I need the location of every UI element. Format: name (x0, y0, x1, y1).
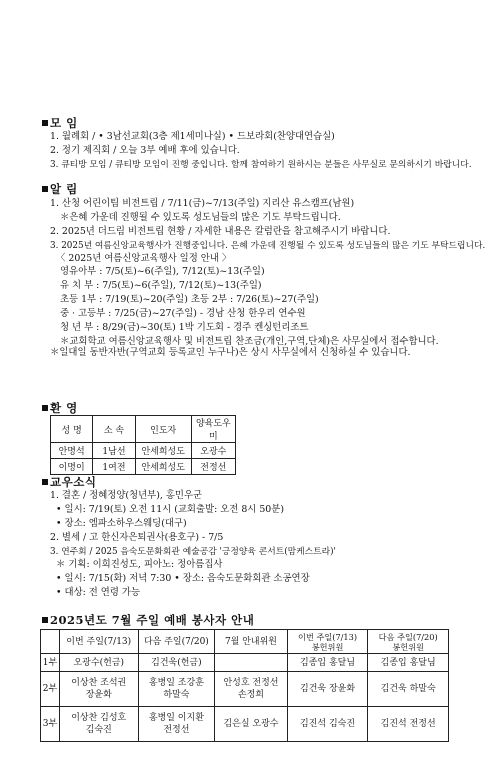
welcome-cell: 1남선 (93, 443, 135, 459)
table-row (51, 459, 236, 475)
news-heading: 교우소식 (42, 474, 96, 490)
welcome-header: 인도자 (135, 416, 191, 443)
welcome-cell: 안세희성도 (135, 459, 191, 475)
duty-cell: 오광수(헌금) (59, 654, 138, 672)
schedule-line: 영유아부 : 7/5(토)~6(주일), 7/12(토)~13(주일) (60, 266, 265, 277)
duty-table (40, 629, 449, 742)
duty-cell: 안성호 전정선 손정희 (215, 672, 288, 707)
schedule-line: 청 년 부 : 8/29(금)~30(토) 1박 기도회 - 경주 켄싱턴리조트 (60, 322, 309, 333)
news-item: • 장소: 엠파소하우스웨딩(대구) (56, 518, 187, 529)
duty-row-label: 2부 (41, 672, 60, 707)
duty-cell (215, 654, 288, 672)
duty-header-line: 다음 주일(7/20) (378, 631, 438, 642)
table-row (41, 707, 449, 742)
schedule-line: 초등 1부 : 7/19(토)~20(주일) 초등 2부 : 7/26(토)~27(주일) (60, 294, 319, 305)
news-item: • 대상: 전 연령 가능 (56, 587, 141, 598)
welcome-header: 양육도우미 (191, 416, 235, 443)
duty-header: 다음 주일(7/20) (138, 630, 215, 654)
duty-cell: 김진석 전정선 (368, 707, 449, 742)
news-item: • 일시: 7/19(토) 오전 11시 (교회출발: 오전 8시 50분) (56, 504, 284, 515)
meeting-item: 3. 큐티방 모임 / 큐티방 모임이 진행 중입니다. 함께 참여하기 원하시는 분들은 사무실로 문의하시기 바랍니다. (50, 160, 472, 170)
schedule-line: 유 치 부 : 7/5(토)~6(주일), 7/12(토)~13(주일) (60, 280, 262, 291)
table-row (41, 672, 449, 707)
news-item: 1. 결혼 / 정혜정양(청년부), 홍민우군 (50, 490, 203, 501)
notice-heading: 알 림 (42, 181, 78, 197)
duty-header (41, 630, 60, 654)
square-bullet-icon (42, 405, 48, 411)
duty-cell: 김건욱 하말숙 (368, 672, 449, 707)
square-bullet-icon (42, 186, 48, 192)
square-bullet-icon (42, 617, 48, 623)
schedule-line: 중 · 고등부 : 7/25(금)~27(주일) - 경남 산청 한우리 연수원 (60, 308, 306, 319)
table-row (41, 654, 449, 672)
duty-cell: 이상찬 김성호 김숙진 (59, 707, 138, 742)
duty-cell: 홍병일 조강훈 하말숙 (138, 672, 215, 707)
schedule-title: 〈 2025년 여름신앙교육행사 일정 안내 〉 (56, 253, 232, 264)
notice-extra: ＊일대일 동반자반(구역교회 등록교인 누구나)은 상시 사무실에서 신청하실 수 있습니다. (50, 347, 411, 358)
welcome-cell: 안세희성도 (135, 443, 191, 459)
duty-header-line: 봉헌위원 (311, 641, 344, 652)
duty-cell: 김은실 오광수 (215, 707, 288, 742)
duty-cell: 김종입 홍달님 (287, 654, 368, 672)
duty-header: 이번 주일(7/13) (59, 630, 138, 654)
welcome-cell: 이명이 (51, 459, 93, 475)
duty-header (368, 630, 449, 654)
welcome-cell: 안명석 (51, 443, 93, 459)
welcome-heading: 환 영 (42, 400, 78, 416)
meeting-item: 1. 월례회 / • 3남선교회(3층 제1세미나실) • 드보라회(찬양대연습실) (50, 131, 335, 142)
notice-item: ＊교회학교 여름신앙교육행사 및 비전트립 찬조금(개인,구역,단체)은 사무실에서 접수합니다. (60, 336, 439, 347)
square-bullet-icon (42, 479, 48, 485)
welcome-cell: 전정선 (191, 459, 235, 475)
duty-cell: 김종입 홍달님 (368, 654, 449, 672)
duty-cell: 김건욱 장윤화 (287, 672, 368, 707)
news-item: 2. 별세 / 고 한신자은퇴권사(용호구) - 7/5 (50, 532, 224, 543)
duty-cell: 김건욱(헌금) (138, 654, 215, 672)
square-bullet-icon (42, 120, 48, 126)
duty-header (287, 630, 368, 654)
welcome-header: 소 속 (93, 416, 135, 443)
duty-heading: 2025년도 7월 주일 예배 봉사자 안내 (42, 612, 254, 628)
duty-row-label: 1부 (41, 654, 60, 672)
notice-item: 1. 산청 어린이팀 비전트립 / 7/11(금)~7/13(주일) 지리산 유스캠프(남원) (50, 198, 355, 209)
duty-header-line: 봉헌위원 (392, 641, 424, 652)
duty-row-label: 3부 (41, 707, 60, 742)
notice-item: ＊은혜 가운데 진행될 수 있도록 성도님들의 많은 기도 부탁드립니다. (60, 212, 341, 223)
news-item: • 일시: 7/15(화) 저녁 7:30 • 장소: 음숙도문화회관 소공연장 (56, 573, 310, 584)
welcome-cell: 1여전 (93, 459, 135, 475)
duty-header: 7월 안내위원 (215, 630, 288, 654)
news-item: ＊ 기획: 이희진성도, 피아노: 정아름집사 (56, 559, 223, 570)
table-row (51, 443, 236, 459)
news-item: 3. 연주회 / 2025 음숙도문화회관 예술공감 '긍정양육 콘서트(맘케스트라)' (50, 547, 336, 557)
meeting-heading: 모 임 (42, 115, 78, 131)
duty-cell: 이상찬 조석권 장윤화 (59, 672, 138, 707)
notice-item: 3. 2025년 여름신앙교육행사가 진행중입니다. 은혜 가운데 진행될 수 있도록 성도님들의 많은 기도 부탁드립니다. (50, 241, 486, 251)
duty-cell: 김진석 김숙진 (287, 707, 368, 742)
notice-item: 2. 2025년 더드림 비전트립 현황 / 자세한 내용은 칼럼란을 참고해주시기 바랍니다. (50, 226, 391, 237)
welcome-table (50, 415, 236, 475)
duty-cell: 홍병일 이지환 전정선 (138, 707, 215, 742)
meeting-item: 2. 정기 제직회 / 오늘 3부 예배 후에 있습니다. (50, 145, 240, 156)
welcome-header: 성 명 (51, 416, 93, 443)
duty-header-line: 이번 주일(7/13) (298, 631, 358, 642)
welcome-cell: 오광수 (191, 443, 235, 459)
